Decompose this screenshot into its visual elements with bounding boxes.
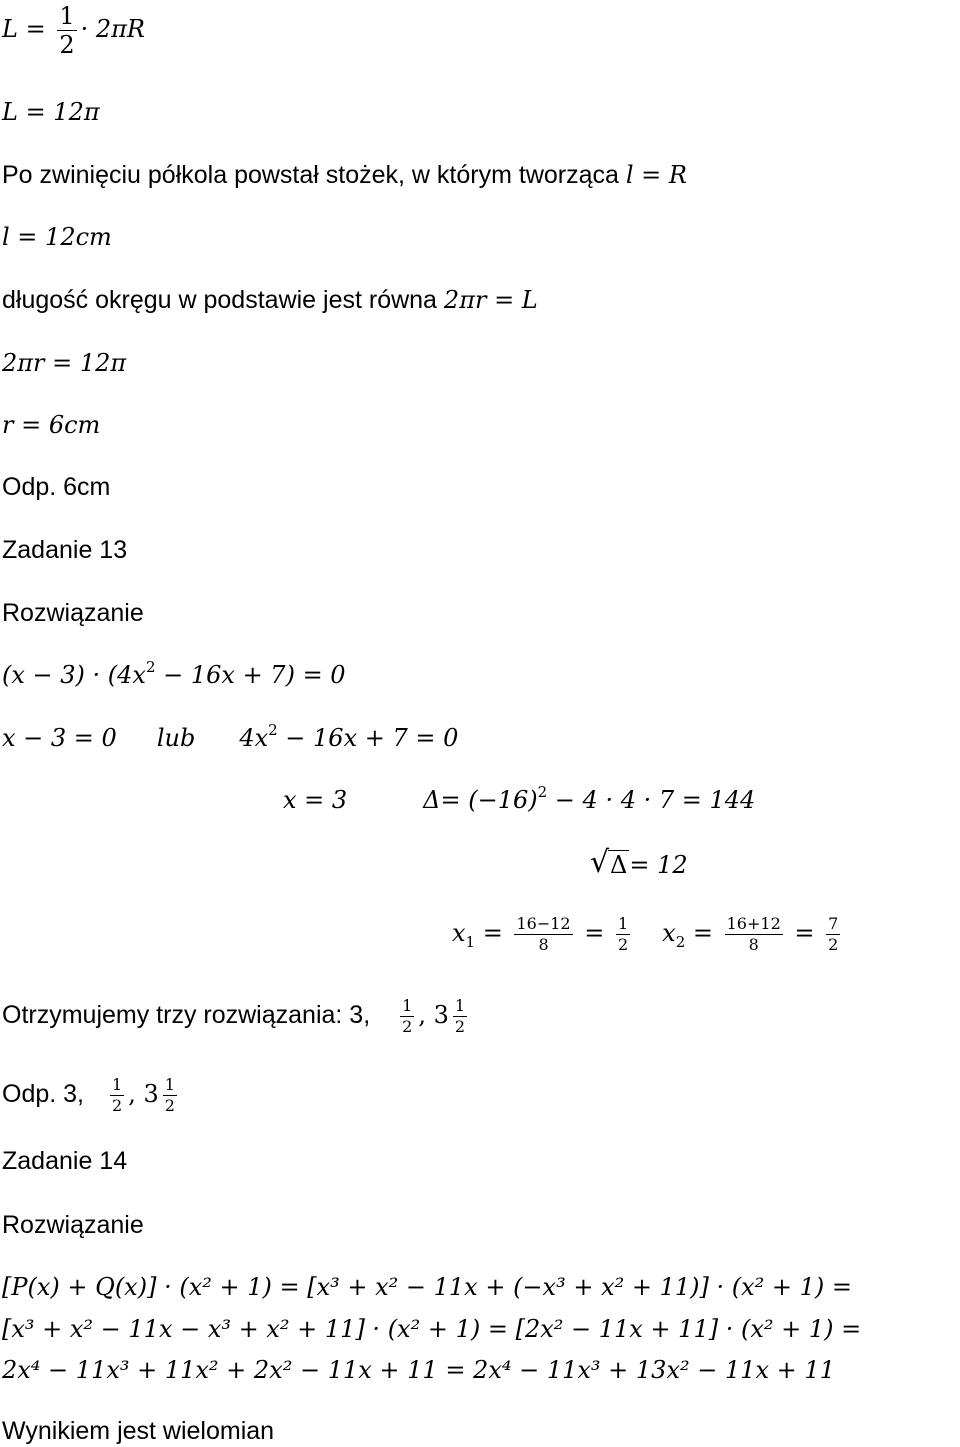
equation-slant-height: l = 12cm	[2, 223, 112, 251]
statement-text: Po zwinięciu półkola powstał stożek, w którym tworząca	[2, 161, 626, 189]
equation-arc-length-value: L = 12π	[2, 98, 100, 126]
fraction	[57, 4, 76, 57]
eq-text: L =	[2, 15, 54, 43]
fraction-x1: $\frac{16-12}{8}$	[516, 914, 571, 954]
equation-root-and-delta: x = 3 $\Delta= (-16)^2 - 4 \cdot 4 \cdot 7 = 144$	[283, 783, 756, 814]
equation-factored: $(x - 3) \cdot (4x^2 - 16x + 7) = 0$	[2, 658, 346, 689]
fraction-x2: $\frac{16+12}{8}$	[726, 914, 781, 954]
text-cone-statement	[2, 160, 687, 190]
fraction-x2-result: $\frac{7}{2}$	[828, 914, 839, 954]
equation-sqrt-delta: √ Δ= 12	[590, 845, 688, 880]
equation-poly-line-3: 2x⁴ − 11x³ + 11x² + 2x² − 11x + 11 = 2x⁴ − 11x³ + 13x² − 11x + 11	[2, 1356, 835, 1384]
answer-12: Odp. 6cm	[2, 473, 111, 501]
answer-13: Odp. 3, $\frac{1}{2}$ , 3 $\frac{1}{2}$	[2, 1075, 175, 1115]
text-result: Wynikiem jest wielomian	[2, 1417, 275, 1445]
statement-text: długość okręgu w podstawie jest równa	[2, 286, 444, 314]
heading-zadanie-14: Zadanie 14	[2, 1147, 128, 1175]
text-three-solutions: Otrzymujemy trzy rozwiązania: 3, $\frac{1}{2}$ , 3 $\frac{1}{2}$	[2, 996, 466, 1036]
heading-zadanie-13: Zadanie 13	[2, 536, 128, 564]
fraction-x1-result: $\frac{1}{2}$	[617, 914, 629, 954]
heading-rozwiazanie-14: Rozwiązanie	[2, 1211, 144, 1239]
eq-text: · 2πR	[80, 15, 145, 43]
equation-split: x − 3 = 0 lub $4x^2 - 16x + 7 = 0$	[2, 721, 459, 752]
sqrt-symbol: √ Δ	[590, 845, 628, 880]
text-base-circumference	[2, 285, 538, 315]
statement-math: l = R	[625, 161, 687, 189]
denominator: 2	[59, 31, 75, 59]
equation-arc-length-formula	[2, 4, 145, 57]
statement-math: 2πr = L	[443, 286, 538, 314]
equation-radius: r = 6cm	[2, 411, 101, 439]
equation-poly-line-2: [x³ + x² − 11x − x³ + x² + 11] · (x² + 1) = [2x² − 11x + 11] · (x² + 1) =	[2, 1315, 862, 1343]
equation-circumference: 2πr = 12π	[2, 349, 127, 377]
equation-poly-line-1: [P(x) + Q(x)] · (x² + 1) = [x³ + x² − 11x + (−x³ + x² + 11)] · (x² + 1) =	[2, 1273, 852, 1301]
numerator: 1	[59, 2, 75, 30]
heading-rozwiazanie-13: Rozwiązanie	[2, 599, 144, 627]
equation-roots-x1-x2: $x_1$ = $\frac{16-12}{8}$ = $\frac{1}{2}$ $x_2$ = $\frac{16+12}{8}$ = $\frac{7}{2}$	[452, 914, 839, 954]
lub-word: lub	[156, 724, 196, 752]
